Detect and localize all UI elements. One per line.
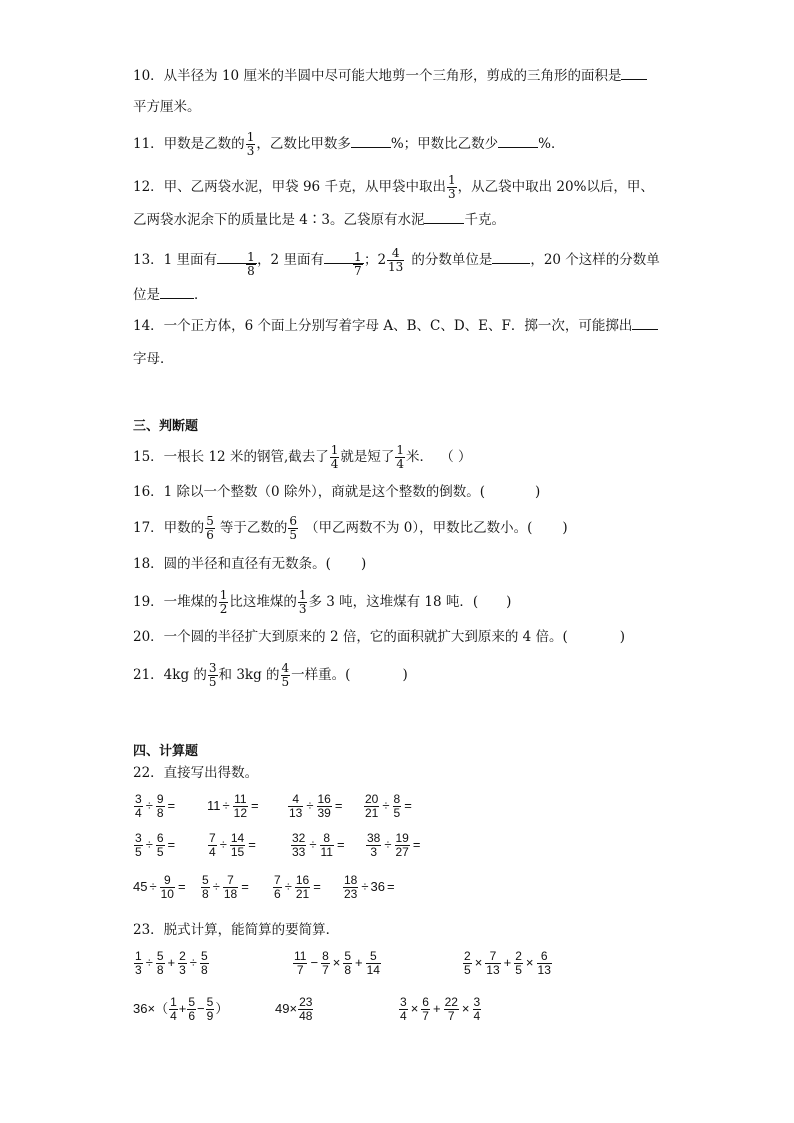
question-17 [133, 515, 568, 542]
denominator: 3 [246, 144, 255, 158]
calc-expression [365, 832, 422, 859]
operator: ÷ [361, 878, 369, 894]
operator: + [355, 954, 363, 970]
text-segment: ，2 里面有 [257, 252, 324, 268]
numerator: 6 [537, 950, 552, 964]
denominator: 5 [281, 675, 290, 689]
text-segment: 36 [370, 878, 385, 894]
denominator: 8 [202, 887, 209, 901]
denominator: 14 [366, 963, 380, 977]
question-11 [133, 131, 564, 158]
fraction [208, 662, 218, 689]
numerator: 1 [246, 130, 255, 144]
calc-expression [462, 950, 553, 977]
denominator: 27 [395, 845, 409, 859]
denominator: 39 [317, 806, 331, 820]
denominator: 48 [299, 1009, 313, 1023]
numerator: 1 [135, 949, 142, 963]
question-14-cont [133, 349, 174, 369]
operator: ÷ [284, 878, 292, 894]
denominator: 21 [365, 806, 379, 820]
question-12-cont [133, 210, 505, 230]
calc-expression [398, 996, 482, 1023]
operator: − [310, 954, 319, 970]
denominator: 3 [135, 963, 142, 977]
calc-expression [133, 950, 210, 977]
denominator: 4 [330, 457, 339, 471]
fraction [169, 996, 178, 1023]
denominator: 12 [233, 806, 247, 820]
denominator: 8 [200, 963, 208, 977]
text-segment: − [197, 1000, 205, 1016]
fraction [366, 832, 381, 859]
text-segment: 45 [133, 878, 148, 894]
answer-paren[interactable]: （ ） [447, 449, 472, 465]
denominator: 8 [156, 963, 164, 977]
fraction [219, 589, 229, 616]
text-segment: 14．一个正方体，6 个面上分别写着字母 A、B、C、D、E、F．掷一次，可能掷出 [133, 318, 633, 334]
denominator: 13 [537, 963, 551, 977]
text-segment: 17．甲数的 [133, 520, 205, 536]
text-segment: 20．一个圆的半径扩大到原来的 2 倍，它的面积就扩大到原来的 4 倍。( [133, 629, 568, 645]
fraction [156, 793, 165, 820]
denominator: 13 [388, 260, 404, 274]
fraction [160, 874, 175, 901]
text-segment: 字母． [133, 351, 174, 367]
text-segment: ） [215, 1000, 229, 1016]
calc-expression [272, 874, 323, 901]
question-16 [133, 482, 540, 502]
numerator: 5 [202, 873, 209, 887]
answer-blank[interactable] [424, 223, 464, 224]
operator: ÷ [384, 836, 392, 852]
question-14 [133, 316, 658, 336]
text-segment: × [147, 1000, 156, 1016]
numerator: 2 [515, 949, 522, 963]
fraction [208, 832, 217, 859]
fraction [223, 874, 238, 901]
operator: + [167, 954, 176, 970]
denominator: 6 [206, 528, 214, 542]
fraction [320, 832, 334, 859]
text-segment: ) [360, 556, 367, 572]
fraction [201, 874, 210, 901]
fraction [343, 874, 358, 901]
fraction [293, 950, 307, 977]
text-segment: 21．4kg 的 [133, 667, 207, 683]
numerator: 9 [156, 792, 164, 806]
numerator: 3 [400, 995, 407, 1009]
question-13-cont [133, 285, 208, 305]
fraction [156, 950, 165, 977]
question-13 [133, 246, 660, 278]
fraction [187, 996, 196, 1023]
numerator: 5 [366, 950, 381, 964]
operator: = [167, 836, 176, 852]
numerator: 16 [295, 873, 310, 887]
operator: ÷ [212, 878, 220, 894]
denominator: 4 [473, 1009, 481, 1023]
denominator: 8 [156, 806, 164, 820]
calc-expression [133, 996, 228, 1023]
text-segment: ) [506, 594, 512, 610]
fraction [447, 174, 457, 201]
numerator: 22 [444, 995, 458, 1009]
numerator: 5 [156, 949, 164, 963]
denominator: 2 [219, 602, 228, 616]
denominator: 7 [353, 264, 362, 278]
operator: = [336, 836, 345, 852]
fraction [288, 793, 303, 820]
denominator: 7 [296, 963, 304, 977]
denominator: 6 [274, 887, 281, 901]
calc-expression [290, 832, 347, 859]
text-segment: ；2 [363, 252, 387, 268]
operator: ÷ [145, 954, 153, 970]
operator: = [313, 878, 321, 894]
denominator: 3 [447, 187, 456, 201]
operator: = [404, 797, 412, 813]
calc-expression [207, 793, 261, 820]
numerator: 4 [281, 661, 290, 675]
operator: ÷ [189, 954, 197, 970]
operator: = [177, 878, 186, 894]
denominator: 3 [298, 602, 307, 616]
operator: ÷ [309, 836, 317, 852]
text-segment: 米． [406, 449, 434, 465]
question-21 [133, 662, 408, 689]
fraction [134, 832, 143, 859]
numerator: 7 [485, 950, 500, 964]
denominator: 5 [135, 845, 142, 859]
denominator: 5 [464, 963, 471, 977]
text-segment: 就是短了 [340, 449, 395, 465]
numerator: 7 [274, 873, 281, 887]
calc-expression [207, 832, 258, 859]
numerator: 6 [156, 831, 164, 845]
text-segment: 11．甲数是乙数的 [133, 136, 245, 152]
question-10-cont [133, 97, 201, 117]
denominator: 4 [170, 1009, 177, 1023]
fraction [514, 950, 523, 977]
operator: × [474, 954, 483, 970]
denominator: 10 [160, 887, 174, 901]
answer-blank[interactable] [621, 79, 647, 80]
fraction [281, 662, 291, 689]
numerator: 1 [330, 443, 339, 457]
text-segment: ． [194, 287, 208, 303]
numerator: 20 [365, 792, 379, 806]
fraction [298, 996, 313, 1023]
text-segment: 和 3kg 的 [218, 667, 280, 683]
numerator: 8 [393, 792, 401, 806]
calc-expression [363, 793, 414, 820]
denominator: 6 [188, 1009, 196, 1023]
text-segment: × [289, 1000, 298, 1016]
fraction [233, 793, 248, 820]
fraction [295, 874, 310, 901]
fraction [134, 793, 143, 820]
numerator: 7 [223, 874, 238, 888]
text-segment: ) [619, 629, 626, 645]
text-segment: 的分数单位是 [411, 252, 493, 268]
denominator: 8 [247, 264, 255, 278]
fraction [291, 832, 306, 859]
text-segment: 13．1 里面有 [133, 252, 218, 268]
numerator: 3 [473, 995, 481, 1009]
operator: = [241, 878, 249, 894]
fraction [364, 793, 379, 820]
numerator: 18 [344, 873, 358, 887]
fraction [395, 444, 405, 471]
operator: ÷ [219, 836, 227, 852]
numerator: 4 [387, 247, 404, 261]
text-segment: 49 [275, 1000, 290, 1016]
numerator: 2 [464, 949, 471, 963]
operator: ÷ [145, 836, 153, 852]
fraction [178, 950, 187, 977]
numerator: 7 [209, 831, 216, 845]
fraction [200, 950, 209, 977]
denominator: 5 [289, 528, 297, 542]
text-segment: 比这堆煤的 [229, 594, 297, 610]
question-18 [133, 554, 366, 574]
numerator: 38 [367, 831, 381, 845]
fraction [421, 996, 430, 1023]
text-segment: 36 [133, 1000, 148, 1016]
fraction [537, 950, 552, 977]
answer-blank[interactable] [492, 263, 530, 264]
numerator: 4 [288, 793, 303, 807]
text-segment: 一样重。( [291, 667, 351, 683]
numerator: 16 [317, 792, 331, 806]
question-12 [133, 174, 654, 201]
operator: + [432, 1000, 441, 1016]
denominator: 3 [179, 963, 186, 977]
fraction [298, 589, 308, 616]
numerator: 3 [135, 831, 142, 845]
denominator: 13 [486, 963, 500, 977]
numerator: 1 [170, 995, 177, 1009]
fraction [393, 793, 402, 820]
denominator: 9 [206, 1009, 214, 1023]
fraction [485, 950, 500, 977]
denominator: 11 [320, 845, 333, 859]
text-segment: 位是 [133, 287, 160, 303]
text-segment: 11 [207, 797, 221, 813]
fraction [330, 444, 340, 471]
calc-expression [342, 874, 397, 901]
question-15 [133, 444, 472, 471]
denominator: 4 [135, 806, 142, 820]
numerator: 11 [234, 792, 247, 806]
operator: = [334, 797, 343, 813]
numerator: 3 [208, 661, 217, 675]
numerator: 3 [135, 792, 142, 806]
denominator: 15 [230, 845, 245, 859]
numerator: 5 [344, 949, 352, 963]
text-segment: （ [155, 1000, 169, 1016]
answer-blank[interactable] [632, 329, 658, 330]
numerator: 1 [353, 250, 362, 264]
numerator: 5 [206, 514, 214, 528]
denominator: 5 [208, 675, 217, 689]
denominator: 5 [393, 806, 401, 820]
text-segment: ，从乙袋中取出 20%以后，甲、 [457, 179, 654, 195]
fraction [134, 950, 143, 977]
denominator: 8 [344, 963, 352, 977]
denominator: 5 [156, 845, 164, 859]
section-heading-judgement: 三、判断题 [133, 419, 199, 434]
fraction [399, 996, 408, 1023]
calc-expression [287, 793, 344, 820]
numerator: 6 [289, 514, 297, 528]
question-23-title: 23．脱式计算，能简算的要简算． [133, 922, 340, 938]
fraction [273, 874, 282, 901]
numerator: 1 [219, 588, 228, 602]
numerator: 2 [179, 949, 186, 963]
numerator: 1 [447, 173, 456, 187]
text-segment: 16．1 除以一个整数（0 除外），商就是这个整数的倒数。( [133, 484, 485, 500]
denominator: 23 [344, 887, 358, 901]
operator: = [251, 797, 259, 813]
calc-expression [133, 793, 177, 820]
numerator: 1 [298, 588, 307, 602]
fraction [246, 131, 256, 158]
operator: = [248, 836, 256, 852]
numerator: 6 [422, 995, 429, 1009]
answer-blank[interactable] [351, 147, 391, 148]
text-segment: %． [538, 136, 565, 152]
operator: ÷ [149, 878, 157, 894]
answer-blank[interactable] [498, 147, 538, 148]
numerator: 32 [292, 831, 306, 845]
denominator: 3 [370, 845, 378, 859]
numerator: 5 [188, 995, 196, 1009]
question-10 [133, 66, 647, 86]
text-segment: （甲乙两数不为 0），甲数比乙数小。( [304, 520, 533, 536]
text-segment: ，乙数比甲数多 [256, 136, 351, 152]
operator: × [461, 1000, 470, 1016]
text-segment: 平方厘米。 [133, 99, 201, 115]
operator: = [386, 878, 395, 894]
text-segment: ) [562, 520, 568, 536]
fraction [205, 515, 215, 542]
calc-expression [133, 874, 188, 901]
fraction [246, 251, 256, 278]
text-segment: 等于乙数的 [219, 520, 288, 536]
text-segment: 15．一根长 12 米的钢管,截去了 [133, 449, 329, 465]
numerator: 23 [299, 995, 313, 1009]
text-segment: 乙两袋水泥余下的质量比是 4∶3。乙袋原有水泥 [133, 212, 425, 228]
calc-expression [200, 874, 251, 901]
calc-expression [133, 832, 177, 859]
text-segment: 10．从半径为 10 厘米的半圆中尽可能大地剪一个三角形，剪成的三角形的面积是 [133, 68, 622, 84]
text-segment: 19．一堆煤的 [133, 594, 218, 610]
text-segment: ，20 个这样的分数单 [530, 252, 660, 268]
numerator: 19 [395, 831, 409, 845]
question-22-title: 22．直接写出得数。 [133, 765, 259, 781]
fraction [206, 996, 215, 1023]
fraction [288, 515, 298, 542]
operator: × [332, 954, 341, 970]
denominator: 4 [209, 845, 216, 859]
text-segment: 千克。 [464, 212, 505, 228]
fraction [353, 251, 363, 278]
operator: ÷ [145, 797, 153, 813]
denominator: 21 [295, 887, 310, 901]
answer-blank[interactable] [217, 250, 257, 278]
numerator: 14 [230, 831, 245, 845]
operator: × [410, 1000, 419, 1016]
numerator: 8 [322, 949, 329, 963]
denominator: 33 [292, 845, 306, 859]
answer-blank[interactable] [160, 298, 194, 299]
denominator: 5 [515, 963, 522, 977]
text-segment: 12．甲、乙两袋水泥，甲袋 96 千克，从甲袋中取出 [133, 179, 446, 195]
fraction [444, 996, 459, 1023]
text-segment: 多 3 吨，这堆煤有 18 吨．( [308, 594, 479, 610]
calc-expression [292, 950, 382, 977]
operator: ÷ [306, 797, 314, 813]
operator: = [412, 836, 421, 852]
operator: = [167, 797, 176, 813]
denominator: 4 [396, 457, 405, 471]
fraction [343, 950, 352, 977]
text-segment: ) [534, 484, 541, 500]
calc-expression [275, 996, 314, 1023]
fraction [230, 832, 245, 859]
fraction [395, 832, 410, 859]
text-segment: ) [402, 667, 408, 683]
text-segment: + [178, 1000, 187, 1016]
text-segment: 18．圆的半径和直径有无数条。( [133, 556, 331, 572]
numerator: 8 [320, 832, 334, 846]
numerator: 5 [200, 949, 208, 963]
operator: ÷ [222, 797, 230, 813]
text-segment: %；甲数比乙数少 [390, 136, 499, 152]
section-heading-calculation: 四、计算题 [133, 744, 199, 759]
fraction [473, 996, 482, 1023]
operator: × [525, 954, 534, 970]
fraction [387, 247, 404, 274]
numerator: 5 [206, 995, 214, 1009]
operator: ÷ [382, 797, 390, 813]
fraction [366, 950, 381, 977]
fraction [321, 950, 330, 977]
answer-blank[interactable] [324, 250, 364, 278]
numerator: 9 [160, 874, 175, 888]
denominator: 4 [400, 1009, 407, 1023]
denominator: 18 [223, 887, 238, 901]
denominator: 7 [447, 1009, 455, 1023]
question-19 [133, 589, 511, 616]
fraction [317, 793, 332, 820]
numerator: 1 [247, 250, 255, 264]
numerator: 1 [396, 443, 405, 457]
numerator: 11 [294, 949, 307, 963]
denominator: 7 [322, 963, 329, 977]
operator: + [503, 954, 512, 970]
denominator: 13 [289, 806, 303, 820]
fraction [156, 832, 165, 859]
fraction [463, 950, 472, 977]
denominator: 7 [422, 1009, 429, 1023]
question-20 [133, 627, 625, 647]
